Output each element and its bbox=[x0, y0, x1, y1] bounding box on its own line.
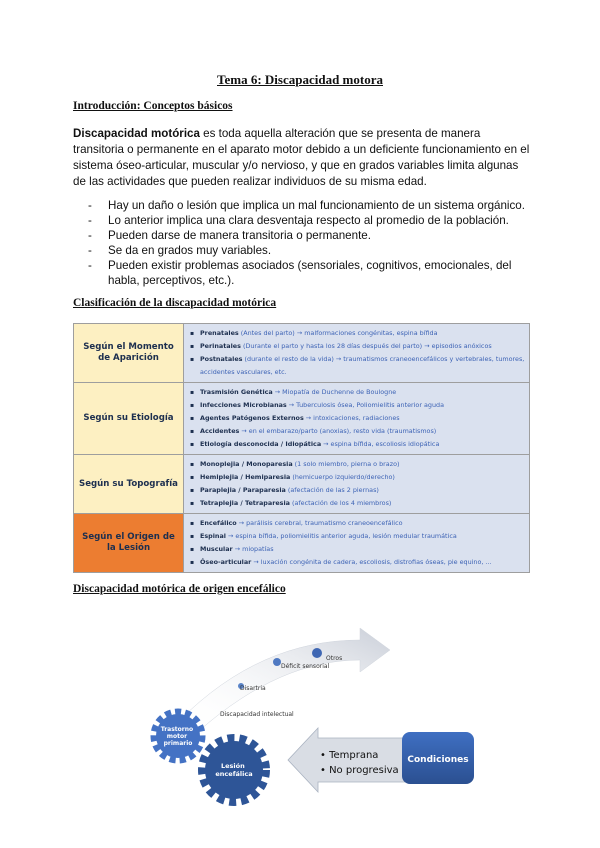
list-item: ▪ Trasmisión Genética → Miopatía de Duchenne de Boulogne bbox=[190, 386, 525, 399]
table-row bbox=[74, 514, 530, 573]
point-label: Otros bbox=[326, 655, 343, 662]
intro-bullets bbox=[88, 198, 528, 288]
encephalic-diagram bbox=[140, 610, 480, 810]
table-row bbox=[74, 383, 530, 455]
items-cell bbox=[184, 514, 530, 573]
gear-small-label: Trastorno motor primario bbox=[160, 726, 194, 747]
table-row bbox=[74, 455, 530, 514]
list-item: ▪ Monoplejia / Monoparesia (1 solo miembro, pierna o brazo) bbox=[190, 458, 525, 471]
items-cell bbox=[184, 455, 530, 514]
bullet-item: - Se da en grados muy variables. bbox=[88, 243, 528, 258]
list-item: ▪ Espinal → espina bífida, poliomielitis anterior aguda, lesión medular traumática bbox=[190, 530, 525, 543]
classification-table bbox=[73, 323, 530, 573]
definition-term: Discapacidad motórica bbox=[73, 127, 200, 140]
intro-heading: Introducción: Conceptos básicos bbox=[73, 100, 233, 112]
list-item: ▪ Muscular → miopatías bbox=[190, 543, 525, 556]
list-item: ▪ Prenatales (Antes del parto) → malformaciones congénitas, espina bífida bbox=[190, 327, 525, 340]
point-label: Déficit sensorial bbox=[281, 663, 330, 670]
definition-text: es toda aquella alteración que se presenta de manera transitoria o permanente en el aparato motor debido a un deficiente funcionamiento en el sistema óseo-articular, muscular y/o nervioso, y que en grados variables limita algunas de las actividades que pueden realizar individuos de su misma edad. bbox=[73, 127, 530, 188]
list-item: ▪ Paraplejia / Paraparesia (afectación de las 2 piernas) bbox=[190, 484, 525, 497]
bullet-item: - Lo anterior implica una clara desventaja respecto al promedio de la población. bbox=[88, 213, 528, 228]
list-item: ▪ Agentes Patógenos Externos → intoxicaciones, radiaciones bbox=[190, 412, 525, 425]
list-item: ▪ Etiología desconocida / Idiopática → espina bífida, escoliosis idiopática bbox=[190, 438, 525, 451]
items-cell bbox=[184, 324, 530, 383]
category-cell: Según su Etiología bbox=[74, 383, 184, 455]
category-cell: Según el Momento de Aparición bbox=[74, 324, 184, 383]
point-dot bbox=[312, 648, 322, 658]
point-label: Disartria bbox=[240, 685, 266, 692]
document-title: Tema 6: Discapacidad motora bbox=[217, 72, 383, 87]
point-label: Discapacidad intelectual bbox=[220, 711, 294, 718]
bullet-item: - Pueden existir problemas asociados (sensoriales, cognitivos, emocionales, del habla, perceptivos, etc.). bbox=[88, 258, 528, 288]
condition-item: • Temprana bbox=[320, 750, 379, 761]
classification-heading: Clasificación de la discapacidad motórica bbox=[73, 297, 277, 309]
list-item: ▪ Encefálico → parálisis cerebral, traumatismo craneoencefálico bbox=[190, 517, 525, 530]
items-cell bbox=[184, 383, 530, 455]
list-item: ▪ Perinatales (Durante el parto y hasta los 28 días después del parto) → episodios anóxicos bbox=[190, 340, 525, 353]
bullet-item: - Pueden darse de manera transitoria o permanente. bbox=[88, 228, 528, 243]
list-item: ▪ Infecciones Microbianas → Tuberculosis ósea, Poliomielitis anterior aguda bbox=[190, 399, 525, 412]
category-cell: Según el Origen de la Lesión bbox=[74, 514, 184, 573]
list-item: ▪ Tetraplejia / Tetraparesia (afectación de los 4 miembros) bbox=[190, 497, 525, 510]
list-item: ▪ Óseo-articular → luxación congénita de cadera, escoliosis, distrofias óseas, pie equino, ... bbox=[190, 556, 525, 569]
list-item: ▪ Hemiplejia / Hemiparesia (hemicuerpo izquierdo/derecho) bbox=[190, 471, 525, 484]
point-dot bbox=[273, 658, 281, 666]
bullet-item: - Hay un daño o lesión que implica un mal funcionamiento de un sistema orgánico. bbox=[88, 198, 528, 213]
condition-item: • No progresiva bbox=[320, 765, 399, 776]
table-row bbox=[74, 324, 530, 383]
definition-paragraph bbox=[73, 126, 533, 190]
list-item: ▪ Accidentes → en el embarazo/parto (anoxias), resto vida (traumatismos) bbox=[190, 425, 525, 438]
list-item: ▪ Postnatales (durante el resto de la vida) → traumatismos craneoencefálicos y vertebrales, tumores, accidentes vasculares, etc. bbox=[190, 353, 525, 379]
conditions-label: Condiciones bbox=[407, 755, 469, 765]
gear-big-label: Lesión encefálica bbox=[215, 762, 253, 778]
category-cell: Según su Topografía bbox=[74, 455, 184, 514]
diagram-heading: Discapacidad motórica de origen encefálico bbox=[73, 583, 286, 595]
